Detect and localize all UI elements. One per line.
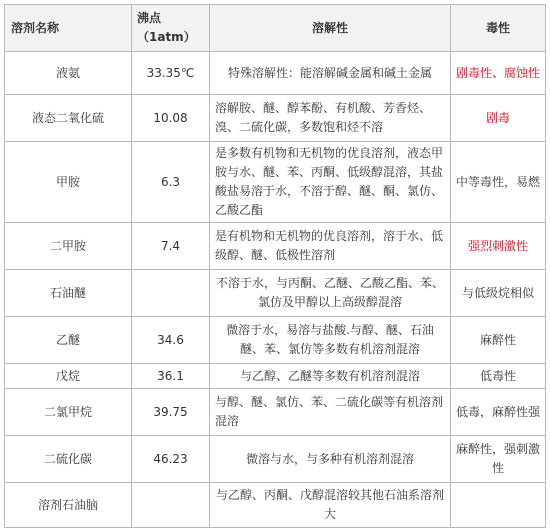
toxicity: 剧毒性、腐蚀性 [451,52,546,95]
solubility: 微溶于水，易溶与盐酸.与醇、醚、石油醚、苯、氯仿等多数有机溶剂混溶 [210,317,451,364]
boiling-point: 36.1 [132,364,210,389]
boiling-point: 33.35℃ [132,52,210,95]
solubility: 是多数有机物和无机物的优良溶剂，液态甲胺与水、醚、苯、丙酮、低级醇混溶，其盐酸盐易溶于水，不溶于醇、醚、酮、氯仿、乙酸乙酯 [210,142,451,223]
toxicity: 麻醉性，强刺激性 [451,436,546,483]
boiling-point: 34.6 [132,317,210,364]
solubility: 溶解胺、醚、醇苯酚、有机酸、芳香烃、溴、二硫化碳，多数饱和烃不溶 [210,95,451,142]
table-row [5,389,546,436]
table-row [5,52,546,95]
table-row [5,95,546,142]
solubility: 不溶于水，与丙酮、乙醚、乙酸乙酯、苯、氯仿及甲醇以上高级醇混溶 [210,270,451,317]
solubility: 特殊溶解性：能溶解碱金属和碱土金属 [210,52,451,95]
solvent-name: 乙醚 [5,317,132,364]
header-toxicity: 毒性 [451,5,546,52]
header-solubility: 溶解性 [210,5,451,52]
table-row [5,436,546,483]
solvent-table [4,4,546,528]
header-boiling-point: 沸点（1atm） [132,5,210,52]
solvent-name: 液氨 [5,52,132,95]
solvent-name: 二硫化碳 [5,436,132,483]
solvent-name: 甲胺 [5,142,132,223]
table-row [5,364,546,389]
table-header [5,5,546,52]
table-row [5,270,546,317]
boiling-point: 10.08 [132,95,210,142]
solvent-name: 溶剂石油脑 [5,483,132,528]
table-row [5,223,546,270]
table-row [5,142,546,223]
toxicity: 剧毒 [451,95,546,142]
boiling-point: 6.3 [132,142,210,223]
solvent-name: 二甲胺 [5,223,132,270]
toxicity: 中等毒性，易燃 [451,142,546,223]
table-row [5,483,546,528]
table-row [5,317,546,364]
solvent-name: 液态二氧化硫 [5,95,132,142]
solubility: 微溶与水，与多种有机溶剂混溶 [210,436,451,483]
solubility: 是有机物和无机物的优良溶剂，溶于水、低级醇、醚、低极性溶剂 [210,223,451,270]
boiling-point [132,270,210,317]
solubility: 与乙醇、乙醚等多数有机溶剂混溶 [210,364,451,389]
solvent-name: 戊烷 [5,364,132,389]
boiling-point [132,483,210,528]
toxicity: 低毒性 [451,364,546,389]
toxicity: 强烈刺激性 [451,223,546,270]
header-row [5,5,546,52]
toxicity: 麻醉性 [451,317,546,364]
table-body [5,52,546,528]
toxicity [451,483,546,528]
toxicity: 低毒，麻醉性强 [451,389,546,436]
toxicity: 与低级烷相似 [451,270,546,317]
boiling-point: 39.75 [132,389,210,436]
boiling-point: 7.4 [132,223,210,270]
boiling-point: 46.23 [132,436,210,483]
solvent-name: 石油醚 [5,270,132,317]
solvent-name: 二氯甲烷 [5,389,132,436]
solubility: 与醇、醚、氯仿、苯、二硫化碳等有机溶剂混溶 [210,389,451,436]
header-name: 溶剂名称 [5,5,132,52]
solubility: 与乙醇、丙酮、戊醇混溶较其他石油系溶剂大 [210,483,451,528]
